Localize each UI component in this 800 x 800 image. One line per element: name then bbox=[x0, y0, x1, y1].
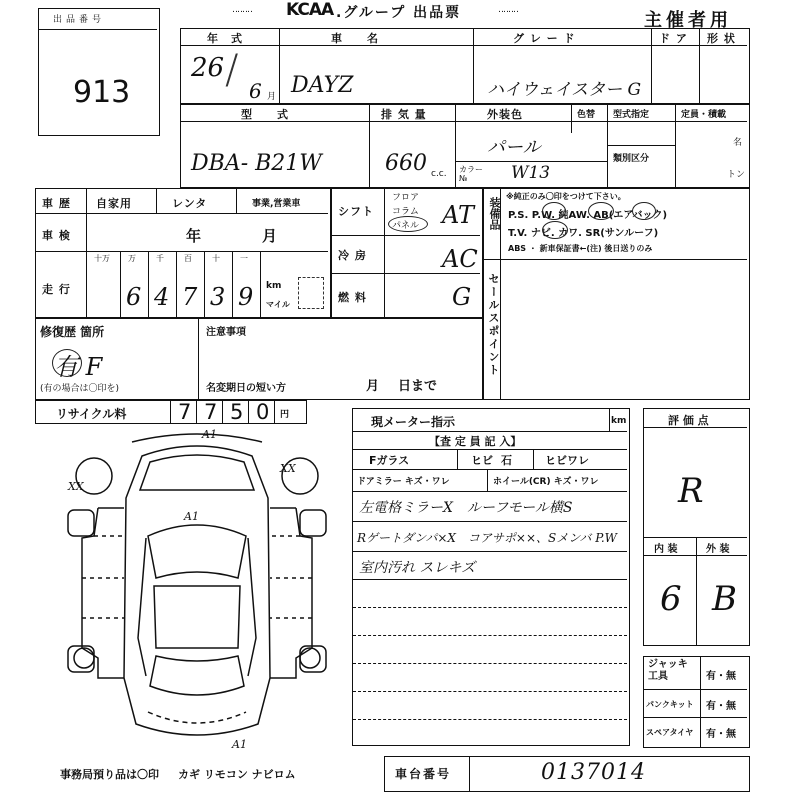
history-option-business: 事業,営業車 bbox=[252, 199, 301, 209]
repaint-label: 色替 bbox=[577, 110, 596, 120]
interior-label: 内 装 bbox=[654, 544, 678, 555]
capacity-unit-tons: トン bbox=[727, 170, 746, 180]
damage-mark: XX bbox=[280, 462, 296, 475]
displacement-unit: c.c. bbox=[431, 169, 447, 179]
color-number-label: カラー№ bbox=[459, 165, 483, 183]
recycle-digit: 5 bbox=[230, 400, 244, 424]
recycle-digit: 7 bbox=[178, 400, 192, 424]
car-name-value: DAYZ bbox=[291, 73, 354, 98]
inspector-label: 【査 定 員 記 入】 bbox=[429, 435, 522, 448]
history-option-private: 自家用 bbox=[96, 197, 132, 210]
fuel-value: G bbox=[452, 283, 472, 311]
history-label: 車 歴 bbox=[42, 197, 71, 210]
shift-value: AT bbox=[442, 201, 475, 229]
mileage-digit: 3 bbox=[210, 283, 226, 311]
vehicle-info-row2 bbox=[180, 104, 750, 188]
inspection-year: 年 bbox=[186, 227, 202, 245]
equipment-note: ※純正のみ〇印をつけて下さい。 bbox=[506, 192, 626, 201]
digit-label-100: 百 bbox=[184, 254, 192, 263]
chassis-label: 車台番号 bbox=[395, 767, 452, 781]
office-items: カギ リモコン ナビロム bbox=[178, 768, 296, 781]
year-value: 26 bbox=[191, 53, 225, 83]
shift-option-panel: パネル bbox=[392, 221, 420, 231]
caution-label: 注意事項 bbox=[206, 327, 246, 338]
sales-point-side-label: セールスポイント bbox=[487, 273, 500, 377]
chassis-block bbox=[384, 756, 750, 792]
model-label: 型 式 bbox=[241, 108, 289, 121]
digit-label-10k: 万 bbox=[128, 254, 136, 263]
puncture-kit-value: 有・無 bbox=[706, 701, 736, 712]
model-value: DBA- B21W bbox=[191, 151, 322, 176]
grade-block bbox=[643, 408, 750, 646]
jack-value: 有・無 bbox=[706, 671, 736, 682]
chassis-value: 0137014 bbox=[541, 760, 646, 785]
color-number-value: W13 bbox=[511, 163, 551, 183]
name-change-month: 月 bbox=[366, 379, 380, 394]
glass-option-crack: ヒビ bbox=[471, 454, 493, 467]
car-damage-diagram bbox=[62, 428, 332, 758]
inspector-note: 室内汚れ スレキズ bbox=[359, 560, 476, 576]
month-value: 6 bbox=[249, 79, 262, 103]
spare-tire-value: 有・無 bbox=[706, 729, 736, 740]
name-change-day: 日まで bbox=[398, 379, 438, 394]
year-label: 年 式 bbox=[207, 32, 243, 45]
sheet-title: .グループ 出品票 bbox=[336, 5, 462, 21]
damage-mark: XX bbox=[68, 480, 84, 493]
equipment-side-label: 装備品 bbox=[488, 197, 501, 230]
equipment-block bbox=[483, 188, 750, 400]
mileage-digit: 9 bbox=[238, 283, 254, 311]
damage-mark: A1 bbox=[202, 428, 217, 441]
car-name-label: 車 名 bbox=[331, 32, 379, 45]
meter-label: 現メーター指示 bbox=[371, 415, 456, 429]
lot-number: 913 bbox=[73, 75, 131, 110]
grade-label: グ レ ー ド bbox=[513, 32, 576, 45]
lot-number-box bbox=[38, 8, 160, 136]
inspection-month: 月 bbox=[262, 227, 278, 245]
glass-option-break: ヒビワレ bbox=[545, 454, 589, 467]
ac-label: 冷 房 bbox=[338, 249, 367, 262]
mileage-label: 走 行 bbox=[42, 283, 71, 296]
digit-label-100k: 十万 bbox=[94, 254, 110, 263]
capacity-label: 定員・積載 bbox=[681, 110, 727, 120]
digit-label-1k: 千 bbox=[156, 254, 164, 263]
glass-label: Fガラス bbox=[369, 454, 410, 467]
class-label: 類別区分 bbox=[613, 154, 650, 164]
shift-option-column: コラム bbox=[392, 207, 419, 217]
mileage-digit: 6 bbox=[126, 283, 142, 311]
doors-label: ド ア bbox=[659, 32, 688, 45]
shift-label: シフト bbox=[338, 205, 374, 218]
wheel-label: ホイール(CR) キズ・ワレ bbox=[493, 477, 599, 487]
office-note: 事務局預り品は〇印 bbox=[60, 768, 159, 781]
damage-mark: A1 bbox=[232, 738, 247, 751]
auction-sheet: 出品番号 913 ‥‥‥‥ KCAA .グループ 出品票 ‥‥‥‥ 主催者用 年 式 車 名 グ レ ー ド ド ア 形 状 26 / 6 月 DAYZ ハイウェイスター G 型 式 排 気 量 外装色 色替 型式指定 定員・積載 類別区分 名 トン DBA- B21W 660 c.c. パール カラー№ W13 車 歴 自家用 レンタ 事業,営業車 車 検 年 月 走 行 十万 万 千 百 十 一 6 4 7 3 9 km マイル シフト フロア コラム パネル AT 冷 房 AC 燃 料 G 装備品 セールスポイント ※純正のみ〇印をつけて下さい。 P.S. P.W. 純AW. AB(エアバック) T.V. ナビ. カワ. SR(サンルーフ) ABS ・ 新車保証書←(注) 後日送りのみ 修復歴 箇所 有 F (有の場合は〇印を) 注意事項 名変期日の短い方 月 日まで リサイクル料 7 7 5 0 円 A1 XX XX A1 A1 現メーター指示 km 【査 定 員 記 入】 Fガラス ヒビ 石 ヒビワレ ドアミラー キズ・ワレ ホイール(CR) キズ・ワレ 左電格ミラーX ルーフモール横S Rゲートダンパ×X コアサポ××、Sメンバ P.W 室内汚れ スレキズ 評 価 点 R 内 装 外 装 6 B ジャッキ工具 有・無 パンクキット 有・無 スペアタイヤ 有・無 事務局預り品は〇印 カギ リモコン ナビロム 車台番号 0137014 bbox=[0, 0, 800, 800]
mileage-digit: 7 bbox=[182, 283, 198, 311]
equipment-line1: P.S. P.W. 純AW. AB(エアバック) bbox=[508, 210, 668, 221]
fuel-label: 燃 料 bbox=[338, 291, 367, 304]
digit-label-1: 一 bbox=[240, 254, 248, 263]
grade-label: 評 価 点 bbox=[668, 414, 709, 427]
km-label: km bbox=[266, 281, 282, 291]
repair-value: 有 F bbox=[54, 353, 103, 381]
name-change-label: 名変期日の短い方 bbox=[206, 383, 286, 394]
type-label: 型式指定 bbox=[613, 110, 650, 120]
inspector-note: 左電格ミラーX ルーフモール横S bbox=[359, 500, 573, 516]
inspection-label: 車 検 bbox=[42, 229, 71, 242]
grade-value: R bbox=[678, 471, 704, 511]
grade-value: ハイウェイスター G bbox=[487, 80, 642, 100]
color-label: 外装色 bbox=[487, 108, 523, 121]
recycle-digit: 0 bbox=[256, 400, 270, 424]
spare-tire-label: スペアタイヤ bbox=[646, 728, 694, 737]
shape-label: 形 状 bbox=[707, 32, 736, 45]
ac-value: AC bbox=[442, 245, 478, 273]
mirror-label: ドアミラー キズ・ワレ bbox=[357, 477, 450, 487]
shift-option-floor: フロア bbox=[392, 193, 420, 203]
exterior-label: 外 装 bbox=[706, 544, 730, 555]
history-option-rental: レンタ bbox=[172, 197, 208, 210]
mile-label: マイル bbox=[266, 300, 290, 309]
repair-label: 修復歴 箇所 bbox=[40, 325, 105, 339]
inspector-block bbox=[352, 408, 630, 746]
recycle-unit: 円 bbox=[280, 410, 290, 420]
repair-block bbox=[35, 318, 483, 400]
displacement-value: 660 bbox=[385, 151, 427, 176]
exterior-value: B bbox=[712, 579, 737, 619]
equipment-line2: T.V. ナビ. カワ. SR(サンルーフ) bbox=[508, 228, 659, 239]
vehicle-info-row1: 年 式 車 名 グ レ ー ド ド ア 形 状 26 / 6 月 DAYZ ハイウェイスター G bbox=[180, 28, 750, 104]
month-unit: 月 bbox=[267, 92, 277, 102]
brand-logo: KCAA bbox=[286, 0, 334, 20]
history-block bbox=[35, 188, 331, 318]
mileage-digit: 4 bbox=[154, 283, 170, 311]
digit-label-10: 十 bbox=[212, 254, 220, 263]
displacement-label: 排 気 量 bbox=[381, 108, 427, 121]
meter-unit: km bbox=[611, 416, 627, 426]
copy-label: 主催者用 bbox=[644, 10, 732, 31]
interior-value: 6 bbox=[660, 579, 682, 619]
shift-block bbox=[331, 188, 483, 318]
color-value: パール bbox=[487, 137, 541, 158]
jack-label: ジャッキ工具 bbox=[648, 659, 688, 682]
inspector-note: Rゲートダンパ×X コアサポ××、Sメンバ P.W bbox=[357, 531, 618, 545]
recycle-digit: 7 bbox=[204, 400, 218, 424]
puncture-kit-label: パンクキット bbox=[646, 700, 694, 709]
accessories-block bbox=[643, 656, 750, 748]
equipment-line3: ABS ・ 新車保証書←(注) 後日送りのみ bbox=[508, 244, 653, 253]
lot-number-label: 出品番号 bbox=[53, 15, 106, 25]
recycle-label: リサイクル料 bbox=[56, 407, 127, 421]
recycle-block bbox=[35, 400, 307, 424]
glass-option-stone: 石 bbox=[501, 454, 512, 467]
repair-note: (有の場合は〇印を) bbox=[40, 384, 120, 394]
damage-mark: A1 bbox=[184, 510, 199, 523]
capacity-unit-persons: 名 bbox=[733, 138, 743, 148]
